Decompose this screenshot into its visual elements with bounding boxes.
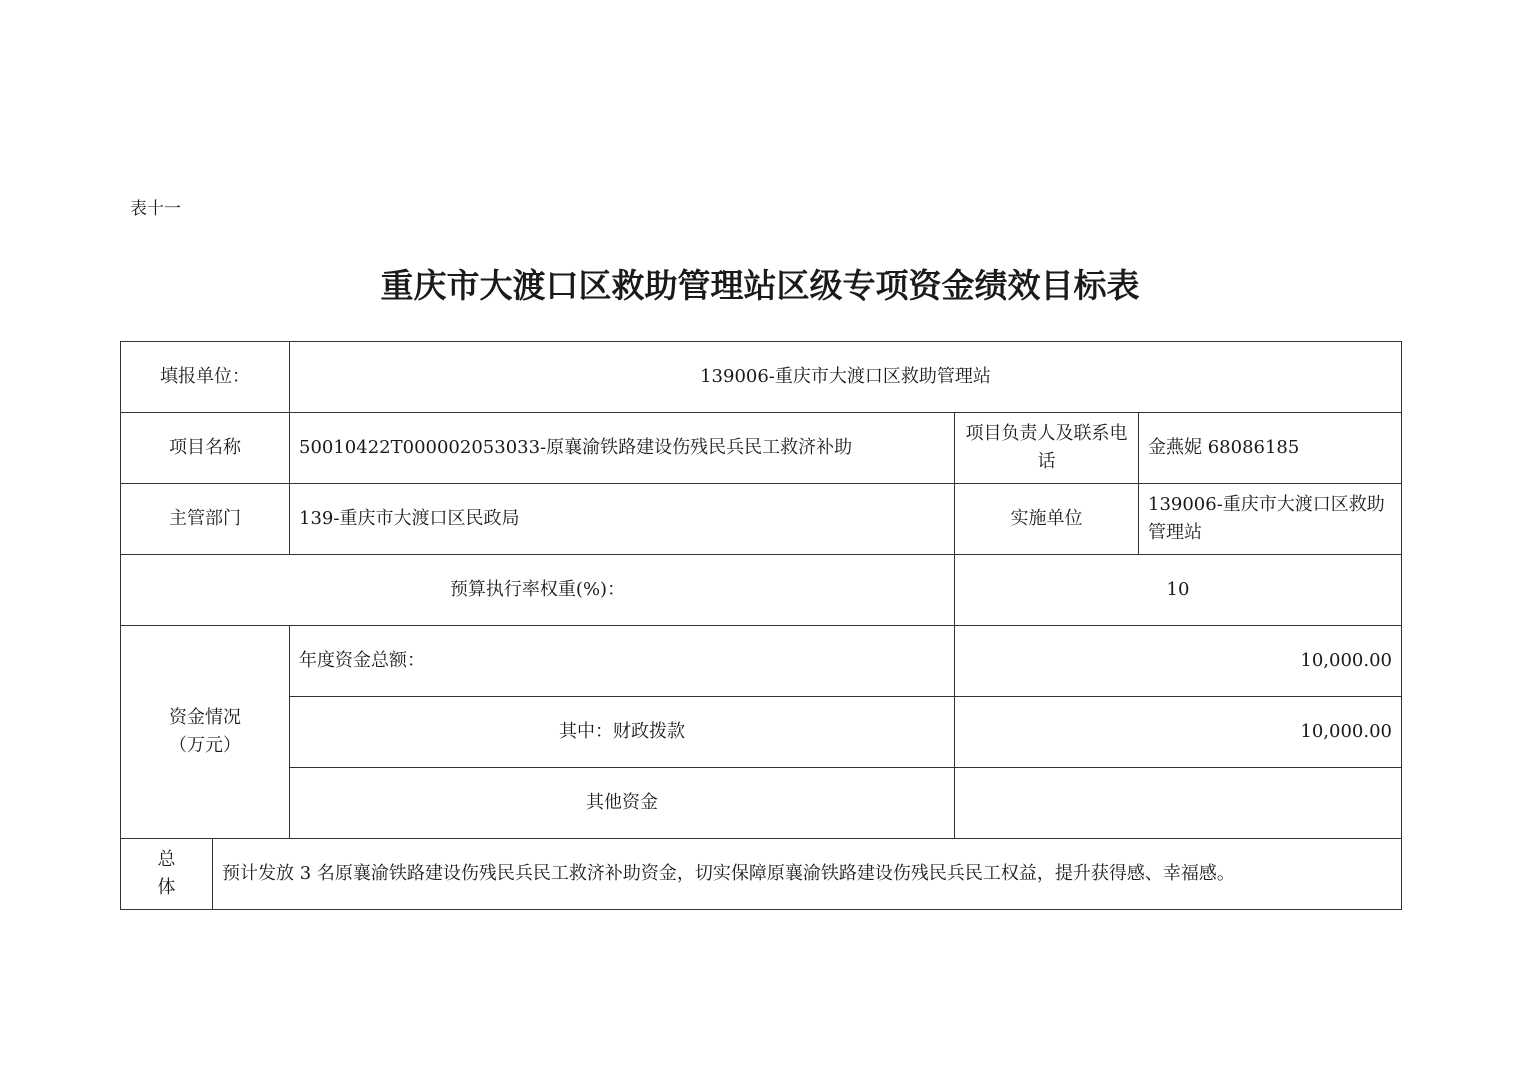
overall-label-1: 总 xyxy=(157,849,176,870)
document-title: 重庆市大渡口区救助管理站区级专项资金绩效目标表 xyxy=(380,266,1140,305)
overall-goal-label-cell xyxy=(121,839,213,910)
other-funds-label: 其他资金 xyxy=(290,768,955,839)
contact-label: 项目负责人及联系电话 xyxy=(955,413,1139,484)
row-annual-total xyxy=(121,626,1402,697)
project-name-label: 项目名称 xyxy=(121,413,290,484)
overall-goal-text: 预计发放 3 名原襄渝铁路建设伤残民兵民工救济补助资金，切实保障原襄渝铁路建设伤残民兵民工权益，提升获得感、幸福感。 xyxy=(213,839,1402,910)
project-name-value: 50010422T000002053033-原襄渝铁路建设伤残民兵民工救济补助 xyxy=(290,413,955,484)
funds-unit: （万元） xyxy=(169,735,241,756)
annual-total-value: 10,000.00 xyxy=(955,626,1402,697)
row-project-name xyxy=(121,413,1402,484)
row-department xyxy=(121,484,1402,555)
contact-value: 金燕妮 68086185 xyxy=(1139,413,1402,484)
department-value: 139-重庆市大渡口区民政局 xyxy=(290,484,955,555)
funds-label: 资金情况 xyxy=(169,707,241,728)
reporting-unit-value: 139006-重庆市大渡口区救助管理站 xyxy=(290,342,1402,413)
funds-label-cell xyxy=(121,626,290,839)
reporting-unit-label: 填报单位： xyxy=(121,342,290,413)
row-other-funds xyxy=(121,768,1402,839)
row-overall-goal xyxy=(121,839,1402,910)
department-label: 主管部门 xyxy=(121,484,290,555)
fiscal-allocation-value: 10,000.00 xyxy=(955,697,1402,768)
table-number: 表十一 xyxy=(130,199,181,219)
fiscal-allocation-label: 其中：财政拨款 xyxy=(290,697,955,768)
implementing-unit-value: 139006-重庆市大渡口区救助管理站 xyxy=(1139,484,1402,555)
row-fiscal-allocation xyxy=(121,697,1402,768)
other-funds-value xyxy=(955,768,1402,839)
annual-total-label: 年度资金总额： xyxy=(290,626,955,697)
budget-weight-value: 10 xyxy=(955,555,1402,626)
row-budget-weight xyxy=(121,555,1402,626)
implementing-unit-label: 实施单位 xyxy=(955,484,1139,555)
budget-weight-label: 预算执行率权重(%)： xyxy=(121,555,955,626)
overall-label-2: 体 xyxy=(157,877,176,898)
row-reporting-unit xyxy=(121,342,1402,413)
performance-target-table xyxy=(120,341,1402,910)
